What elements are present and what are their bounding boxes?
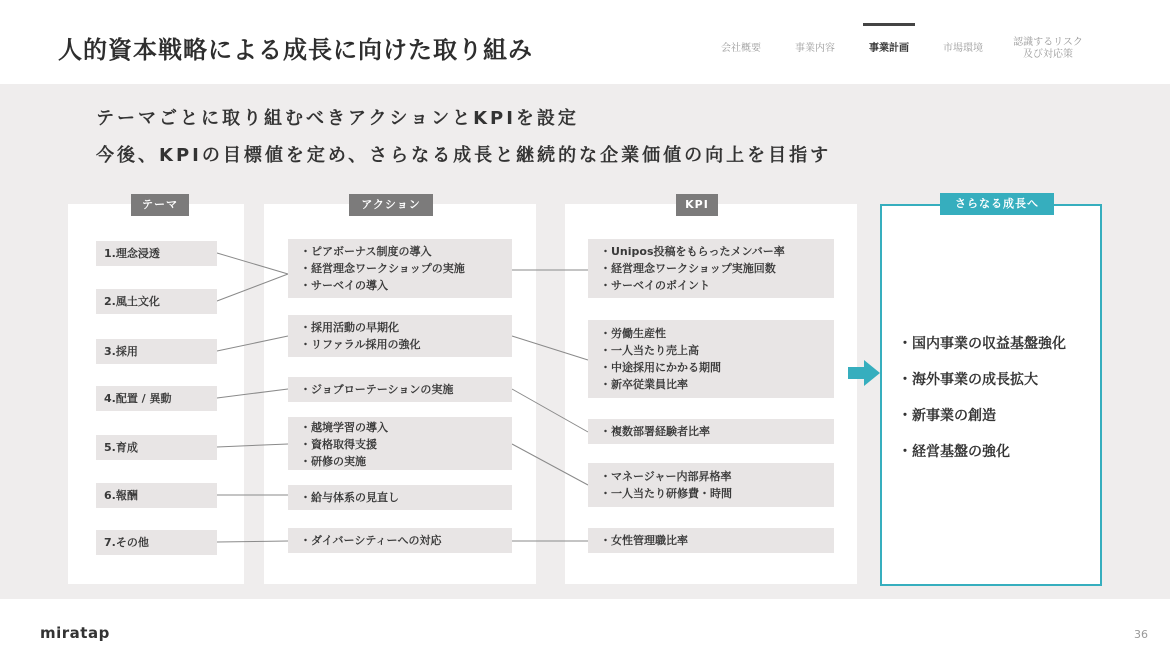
connector-theme1-action1 [217,253,288,274]
growth-item: ・国内事業の収益基盤強化 [898,336,1066,352]
action-item: ・採用活動の早期化 [300,321,399,334]
action-item: ・経営理念ワークショップの実施 [300,262,465,275]
action-item: ・リファラル採用の強化 [300,338,421,351]
theme-box: 5.育成 [96,435,217,460]
kpi-item: ・一人当たり研修費・時間 [600,487,732,500]
connector-theme2-action1 [217,274,288,301]
action-box [288,239,512,298]
footer [0,599,1170,662]
kpi-item: ・新卒従業員比率 [600,378,688,391]
nav-item-business[interactable]: 事業内容 [795,43,835,54]
action-item: ・資格取得支援 [300,438,377,451]
heading-line-1: テーマごとに取り組むべきアクションとKPIを設定 [96,108,579,129]
kpi-item: ・一人当たり売上高 [600,344,699,357]
kpi-column-tag: KPI [676,194,718,216]
nav-item-market[interactable]: 市場環境 [943,43,983,54]
action-box [288,417,512,470]
growth-item: ・海外事業の成長拡大 [898,372,1038,388]
growth-item: ・新事業の創造 [898,408,996,424]
growth-item: ・経営基盤の強化 [898,444,1010,460]
kpi-item: ・Unipos投稿をもらったメンバー率 [600,245,785,258]
action-item: ・ピアボーナス制度の導入 [300,245,432,258]
connector-theme7-action6 [217,541,288,542]
theme-box: 1.理念浸透 [96,241,217,266]
kpi-item: ・サーベイのポイント [600,279,710,292]
kpi-item: ・労働生産性 [600,327,666,340]
page-number: 36 [1134,628,1148,641]
theme-box: 4.配置 / 異動 [96,386,217,411]
theme-box: 3.採用 [96,339,217,364]
action-item: ・研修の実施 [300,455,366,468]
heading-line-2: 今後、KPIの目標値を定め、さらなる成長と継続的な企業価値の向上を目指す [96,145,832,166]
connector-theme5-action4 [217,444,288,447]
kpi-item: ・女性管理職比率 [600,534,688,547]
nav-item-company-overview[interactable]: 会社概要 [721,43,761,54]
kpi-box [588,419,834,444]
nav-item-risks[interactable]: 認識するリスク 及び対応策 [1013,37,1083,60]
action-item: ・給与体系の見直し [300,491,399,504]
connector-action4-kpi4 [512,444,588,485]
page-title: 人的資本戦略による成長に向けた取り組み [58,36,533,64]
kpi-item: ・複数部署経験者比率 [600,425,710,438]
kpi-box [588,528,834,553]
kpi-item: ・マネージャー内部昇格率 [600,470,732,483]
connector-action2-kpi2 [512,336,588,360]
action-box [288,377,512,402]
kpi-box [588,463,834,507]
action-item: ・越境学習の導入 [300,421,388,434]
action-item: ・サーベイの導入 [300,279,388,292]
theme-box: 6.報酬 [96,483,217,508]
theme-box: 7.その他 [96,530,217,555]
company-logo: miratap [40,624,110,642]
action-box [288,485,512,510]
connector-theme4-action3 [217,389,288,398]
connector-theme3-action2 [217,336,288,351]
connector-action3-kpi3 [512,389,588,432]
action-item: ・ダイバーシティーへの対応 [300,534,442,547]
action-column-tag: アクション [349,194,433,216]
growth-panel [880,204,1102,586]
nav-item-business-plan[interactable]: 事業計画 [869,43,909,54]
kpi-item: ・中途採用にかかる期間 [600,361,721,374]
kpi-box [588,320,834,398]
action-item: ・ジョブローテーションの実施 [300,383,454,396]
arrow-right-icon [848,360,880,386]
theme-column-tag: テーマ [131,194,189,216]
theme-box: 2.風土文化 [96,289,217,314]
kpi-box [588,239,834,298]
action-box [288,315,512,357]
kpi-item: ・経営理念ワークショップ実施回数 [600,262,776,275]
growth-column-tag: さらなる成長へ [940,193,1054,215]
action-box [288,528,512,553]
